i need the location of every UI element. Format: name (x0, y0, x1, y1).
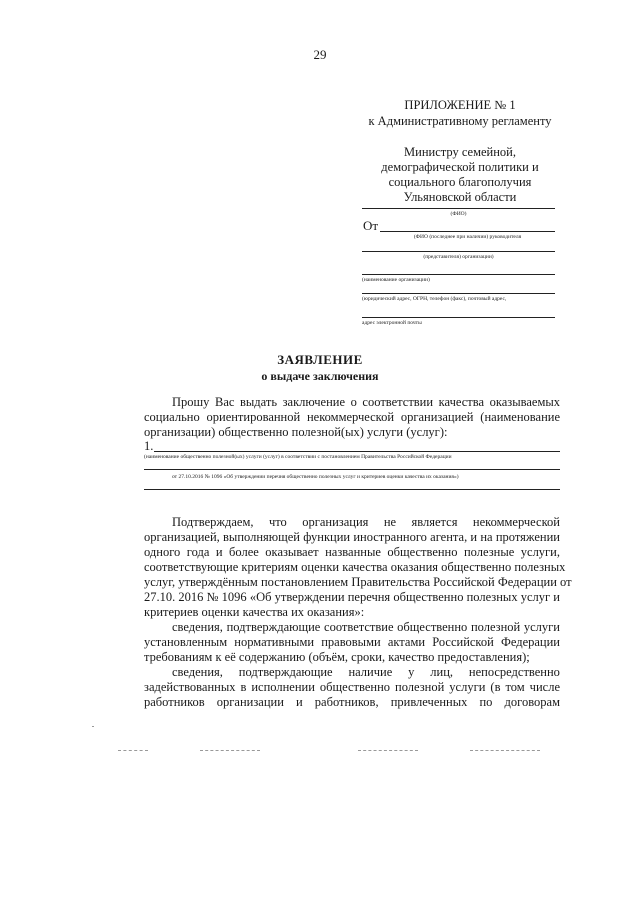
service-caption: (наименование общественно полезной(ых) услуги (услуг) в соответствии с постановлением Правительства Российской Федерации (144, 454, 452, 460)
address-line (362, 293, 555, 294)
confirm-line: услуг, утверждённым постановлением Правительства Российской Федерации от (144, 575, 572, 589)
service-line-2 (144, 469, 560, 470)
fio-caption: (ФИО) (450, 211, 467, 217)
confirm-line: задействованных в исполнении общественно полезной услуги (в том числе (144, 680, 560, 694)
word: лиц, (430, 665, 454, 679)
word: работников, (314, 695, 379, 709)
org-caption: (наименование организации) (362, 277, 430, 283)
confirm-line (172, 665, 560, 680)
word: является (411, 515, 458, 529)
request-line: организации) общественно полезной(ых) услуги (услуг): (144, 425, 448, 439)
confirm-line (144, 695, 560, 710)
confirm-line: требованиям к её содержанию (объём, сроки, качество предоставления); (144, 650, 530, 664)
addressee-line: Министру семейной, (404, 145, 516, 159)
word: организация (302, 515, 369, 529)
item-number: 1. (144, 439, 154, 453)
scan-mark (358, 750, 418, 751)
addressee-line: демографической политики и (381, 160, 539, 174)
email-line (362, 317, 555, 318)
scan-mark (200, 750, 260, 751)
scan-mark (118, 750, 148, 751)
word: не (383, 515, 397, 529)
addressee-line: социального благополучия (388, 175, 532, 189)
document-title: ЗАЯВЛЕНИЕ (277, 352, 363, 367)
page-number: 29 (313, 47, 327, 62)
fio-line (362, 208, 555, 209)
word: договорам (504, 695, 560, 709)
address-caption: (юридический адрес, ОГРН, телефон (факс), почтовый адрес, (362, 296, 507, 302)
request-line: социально ориентированной некоммерческой организацией (наименование (144, 410, 560, 424)
word: что (268, 515, 287, 529)
word: наличие (348, 665, 393, 679)
appendix-subtitle: к Административному регламенту (368, 114, 552, 128)
head-name-line (380, 231, 555, 232)
confirm-line: соответствующие критериям оценки качества оказания общественно полезных (144, 560, 566, 574)
request-line: Прошу Вас выдать заключение о соответствии качества оказываемых (172, 395, 560, 409)
confirm-line: установленным нормативными правовыми актами Российской Федерации (144, 635, 560, 649)
confirm-line: одного года и более оказывает названные общественно полезные услуги, (144, 545, 560, 559)
word: и (295, 695, 303, 709)
scan-mark (470, 750, 540, 751)
document-subtitle: о выдаче заключения (261, 369, 379, 383)
word: организации (216, 695, 284, 709)
rep-line (362, 251, 555, 252)
word: подтверждающие (238, 665, 333, 679)
confirm-line: критериев оценки качества их оказания»: (144, 605, 365, 619)
word: у (408, 665, 415, 679)
confirm-line (172, 515, 560, 530)
service-caption: от 27.10.2016 № 1096 «Об утверждении перечня общественно полезных услуг и критериев оценки качества их оказания») (172, 474, 459, 480)
email-caption: адрес электронной почты (362, 320, 422, 326)
word: непосредственно (468, 665, 560, 679)
word: работников (144, 695, 205, 709)
rep-caption: (представителя) организации) (423, 254, 494, 260)
from-label: От (363, 218, 379, 233)
word: привлеченных (390, 695, 468, 709)
service-line (154, 451, 560, 452)
confirm-line: организацией, выполняющей функции иностранного агента, и на протяжении (144, 530, 560, 544)
word: сведения, (172, 665, 223, 679)
word: Подтверждаем, (172, 515, 254, 529)
head-caption: (ФИО (последнее при наличии) руководителя (413, 234, 522, 240)
confirm-line: 27.10. 2016 № 1096 «Об утверждении перечня общественно полезных услуг и (144, 590, 560, 604)
addressee-line: Ульяновской области (403, 190, 517, 204)
word: некоммерческой (472, 515, 560, 529)
org-line (362, 274, 555, 275)
appendix-title: ПРИЛОЖЕНИЕ № 1 (404, 98, 516, 112)
word: по (479, 695, 493, 709)
service-line-3 (144, 489, 560, 490)
scan-mark (92, 726, 94, 727)
confirm-line: сведения, подтверждающие соответствие общественно полезной услуги (172, 620, 560, 634)
